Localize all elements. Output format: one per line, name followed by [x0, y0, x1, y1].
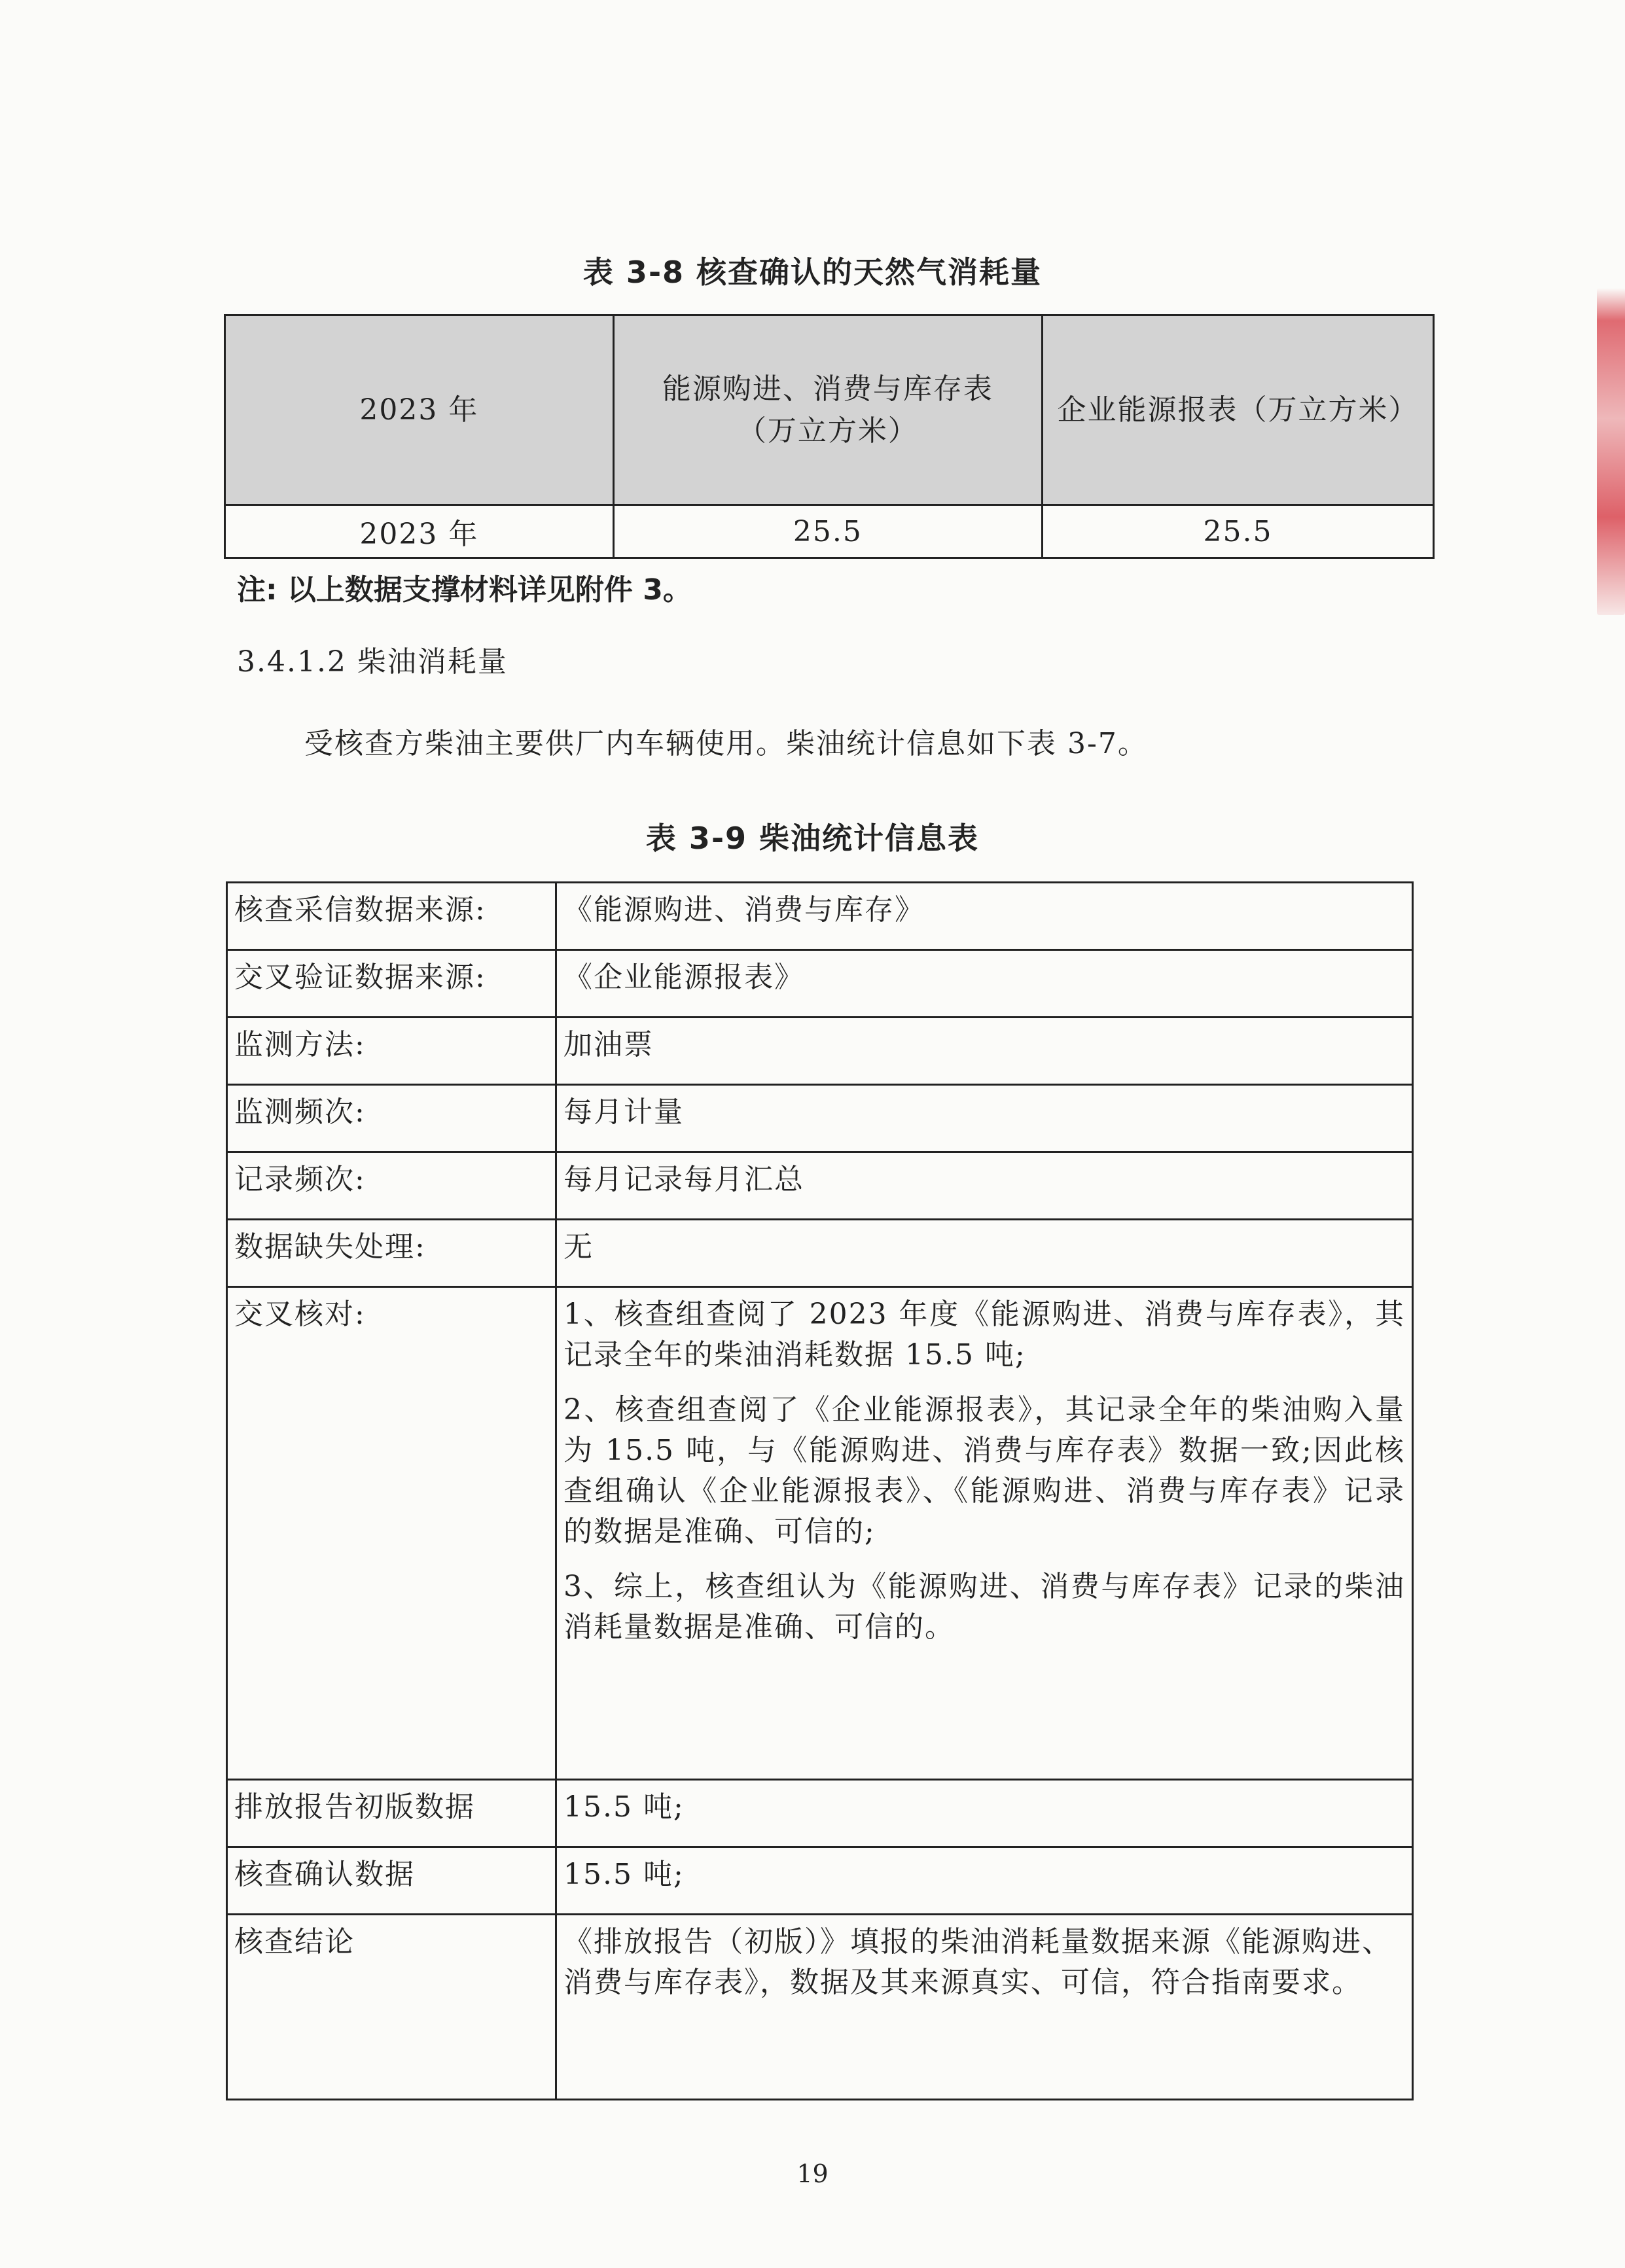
cell-report-value: 25.5: [1043, 505, 1434, 558]
row-value: 《企业能源报表》: [556, 950, 1413, 1018]
header-energy-report: 企业能源报表（万立方米）: [1043, 315, 1434, 505]
row-key: 监测频次:: [227, 1085, 556, 1152]
table-row: [227, 883, 1413, 950]
row-value: 每月记录每月汇总: [556, 1152, 1413, 1220]
row-key: 排放报告初版数据: [227, 1780, 556, 1847]
row-value: 每月计量: [556, 1085, 1413, 1152]
cross-check-paragraph: 2、核查组查阅了《企业能源报表》，其记录全年的柴油购入量为 15.5 吨，与《能源购进、消费与库存表》数据一致;因此核查组确认《企业能源报表》、《能源购进、消费与库存表》记录的数据是准确、可信的;: [563, 1393, 1405, 1548]
table-row: [227, 1152, 1413, 1220]
row-key: 核查确认数据: [227, 1847, 556, 1915]
row-value: 《能源购进、消费与库存》: [556, 883, 1413, 950]
cross-check-paragraph: 1、核查组查阅了 2023 年度《能源购进、消费与库存表》，其记录全年的柴油消耗数据 15.5 吨;: [563, 1298, 1405, 1372]
row-value: 15.5 吨;: [556, 1847, 1413, 1915]
table-row: [227, 1780, 1413, 1847]
row-key: 记录频次:: [227, 1152, 556, 1220]
row-key: 核查采信数据来源:: [227, 883, 556, 950]
header-energy-purchase: 能源购进、消费与库存表（万立方米）: [613, 315, 1042, 505]
table-row: [227, 1287, 1413, 1780]
row-value: 加油票: [556, 1018, 1413, 1085]
row-key: 数据缺失处理:: [227, 1220, 556, 1287]
table-3-9-caption: 表 3-9 柴油统计信息表: [645, 821, 980, 856]
page-number: 19: [796, 2159, 829, 2188]
row-value: 无: [556, 1220, 1413, 1287]
cell-year: 2023 年: [225, 505, 614, 558]
row-key: 核查结论: [227, 1915, 556, 2100]
table-header-row: [225, 315, 1434, 505]
section-heading: 3.4.1.2 柴油消耗量: [237, 645, 508, 679]
cross-check-paragraph: 3、综上，核查组认为《能源购进、消费与库存表》记录的柴油消耗量数据是准确、可信的。: [563, 1570, 1405, 1644]
row-value: 15.5 吨;: [556, 1780, 1413, 1847]
natural-gas-table: [224, 314, 1435, 559]
intro-paragraph: 受核查方柴油主要供厂内车辆使用。柴油统计信息如下表 3-7。: [304, 727, 1148, 760]
seal-stamp-edge: [1597, 288, 1625, 615]
table-row: [225, 505, 1434, 558]
table-row: [227, 950, 1413, 1018]
row-key: 交叉核对:: [227, 1287, 556, 1780]
header-year: 2023 年: [225, 315, 614, 505]
table-3-8-caption: 表 3-8 核查确认的天然气消耗量: [582, 255, 1043, 290]
table-row: [227, 1847, 1413, 1915]
cell-purchase-value: 25.5: [613, 505, 1042, 558]
cross-check-cell: [556, 1287, 1413, 1780]
row-key: 监测方法:: [227, 1018, 556, 1085]
note-text: 注: 以上数据支撑材料详见附件 3。: [237, 573, 692, 607]
row-value: 《排放报告（初版）》填报的柴油消耗量数据来源《能源购进、消费与库存表》，数据及其来源真实、可信，符合指南要求。: [556, 1915, 1413, 2100]
table-row: [227, 1018, 1413, 1085]
table-row: [227, 1915, 1413, 2100]
diesel-stats-table: [226, 881, 1414, 2100]
row-key: 交叉验证数据来源:: [227, 950, 556, 1018]
table-row: [227, 1085, 1413, 1152]
table-row: [227, 1220, 1413, 1287]
